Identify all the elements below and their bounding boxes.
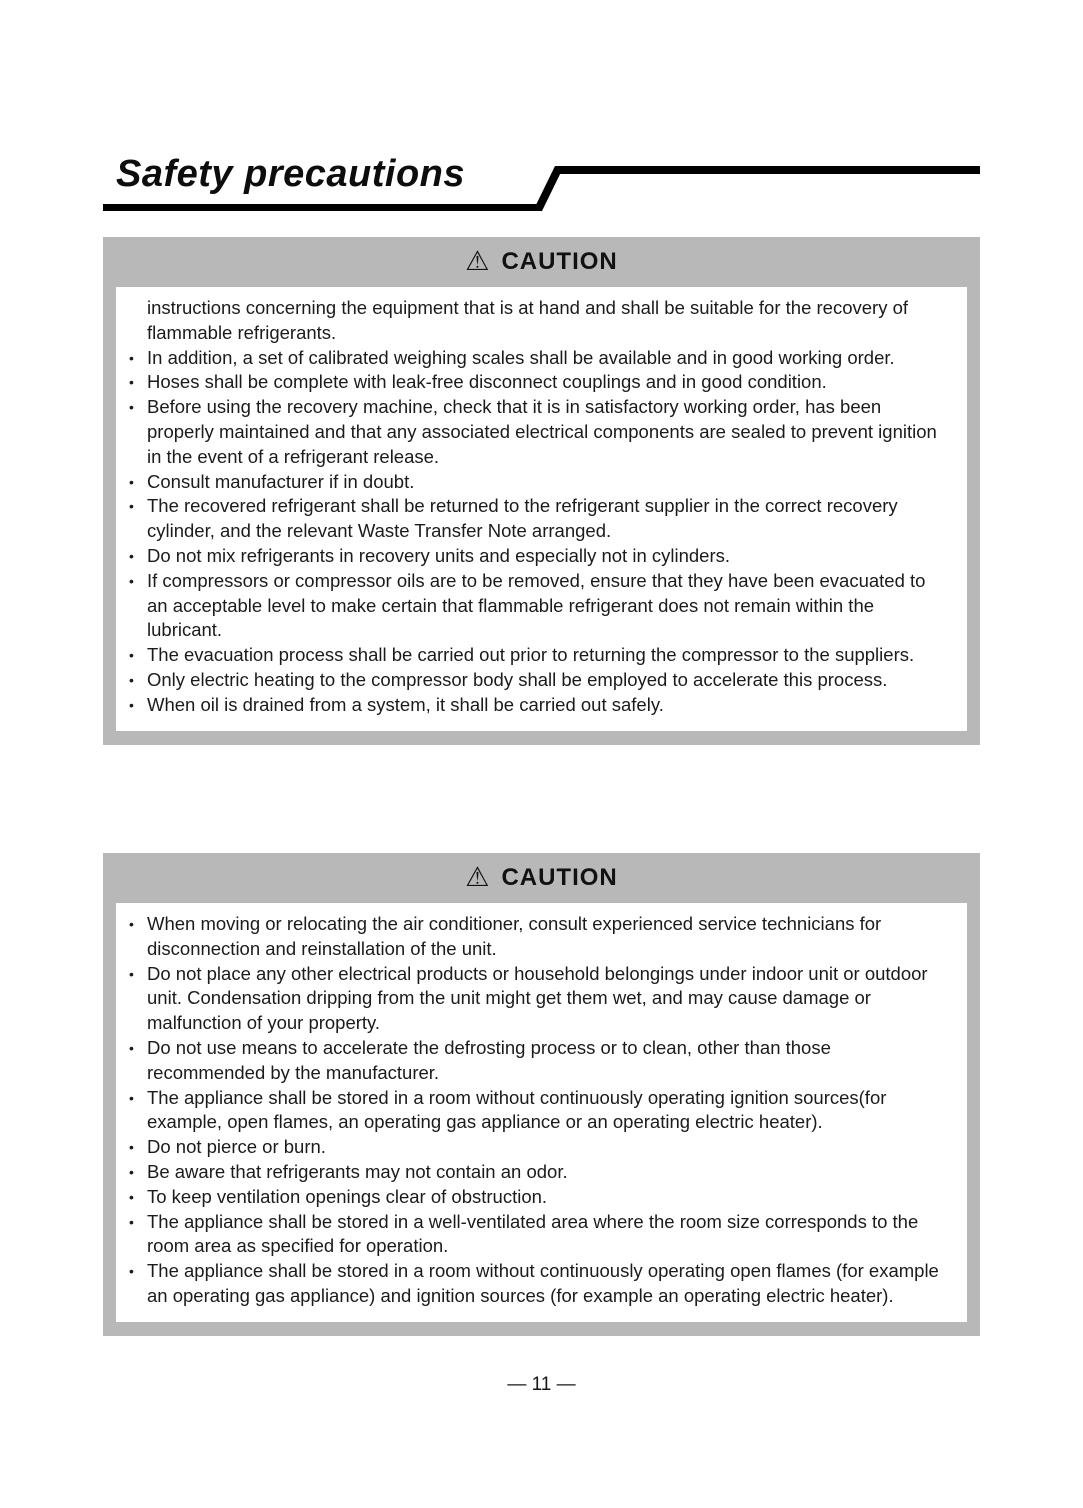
list-item — [126, 962, 951, 1036]
caution-body — [116, 903, 967, 1322]
list-item — [126, 668, 951, 693]
item-text: When moving or relocating the air conditioner, consult experienced service technicians for disconnection and reinstallation of the unit. — [147, 913, 882, 959]
list-item — [126, 1135, 951, 1160]
bullet-dot: • — [129, 349, 134, 366]
item-text: Before using the recovery machine, check that it is in satisfactory working order, has been properly maintained and that any associated electrical components are sealed to prevent ignition in the event of a refrigerant release. — [147, 396, 937, 467]
bullet-dot: • — [129, 647, 134, 664]
item-text: Be aware that refrigerants may not contain an odor. — [147, 1160, 568, 1182]
list-item — [126, 494, 951, 544]
bullet-dot: • — [129, 547, 134, 564]
page-title: Safety precautions — [116, 153, 465, 195]
item-text: To keep ventilation openings clear of obstruction. — [147, 1185, 548, 1207]
caution-header — [103, 237, 980, 287]
bullet-dot: • — [129, 1263, 134, 1280]
item-text: Hoses shall be complete with leak-free disconnect couplings and in good condition. — [147, 371, 827, 393]
item-text: Do not place any other electrical products or household belongings under indoor unit or outdoor unit. Condensation dripping from the unit might get them wet, and may cause damage or malfunction of your property. — [147, 962, 928, 1034]
list-item — [126, 370, 951, 395]
list-item — [126, 346, 951, 371]
title-underline-flourish — [103, 158, 980, 216]
bullet-dot: • — [129, 1039, 134, 1056]
bullet-dot: • — [129, 1089, 134, 1106]
list-item — [126, 470, 951, 495]
bullet-dot: • — [129, 965, 134, 982]
item-list — [126, 296, 951, 718]
caution-body — [116, 287, 967, 731]
item-text: If compressors or compressor oils are to be removed, ensure that they have been evacuated to an acceptable level to make certain that flammable refrigerant does not remain within the lubricant. — [147, 569, 926, 641]
warning-triangle-icon: ⚠ — [465, 245, 490, 276]
item-text: The recovered refrigerant shall be returned to the refrigerant supplier in the correct recovery cylinder, and the relevant Waste Transfer Note arranged. — [147, 495, 898, 542]
list-item — [126, 693, 951, 718]
item-text: The appliance shall be stored in a room without continuously operating open flames (for example an operating gas appliance) and ignition sources (for example an operating electric heater). — [147, 1260, 939, 1306]
bullet-dot: • — [129, 399, 134, 416]
item-text: When oil is drained from a system, it shall be carried out safely. — [147, 693, 664, 715]
bullet-dot: • — [129, 1188, 134, 1205]
bullet-dot: • — [129, 498, 134, 515]
bullet-dot: • — [129, 696, 134, 713]
item-text: Consult manufacturer if in doubt. — [147, 470, 415, 492]
list-item — [126, 1160, 951, 1185]
caution-header — [103, 853, 980, 903]
list-item — [126, 569, 951, 643]
bullet-dot: • — [129, 916, 134, 932]
item-text: The appliance shall be stored in a room without continuously operating ignition sources(for example, open flames, an operating gas appliance or an operating electric heater). — [147, 1086, 887, 1133]
item-text: The evacuation process shall be carried out prior to returning the compressor to the suppliers. — [147, 644, 915, 666]
item-text: Do not use means to accelerate the defrosting process or to clean, other than those recommended by the manufacturer. — [147, 1036, 831, 1083]
list-item — [126, 296, 951, 346]
item-text: Only electric heating to the compressor body shall be employed to accelerate this process. — [147, 668, 888, 690]
bullet-dot: • — [129, 1213, 134, 1230]
page-number: — 11 — — [507, 1374, 576, 1395]
item-text: Do not mix refrigerants in recovery units and especially not in cylinders. — [147, 544, 731, 566]
item-text: The appliance shall be stored in a well-ventilated area where the room size corresponds to the room area as specified for operation. — [147, 1210, 919, 1257]
bullet-dot: • — [129, 671, 134, 688]
list-item — [126, 643, 951, 668]
list-item — [126, 1259, 951, 1309]
list-item — [126, 1210, 951, 1260]
list-item — [126, 912, 951, 962]
bullet-dot: • — [129, 473, 134, 490]
warning-triangle-icon: ⚠ — [465, 861, 490, 892]
bullet-dot: • — [129, 1163, 134, 1180]
caution-box-2 — [103, 853, 980, 1336]
bullet-dot: • — [129, 572, 134, 589]
caution-box-1 — [103, 237, 980, 745]
list-item — [126, 1086, 951, 1136]
bullet-dot: • — [129, 1139, 134, 1156]
list-item — [126, 1036, 951, 1086]
caution-title: CAUTION — [501, 248, 618, 275]
item-text: In addition, a set of calibrated weighing scales shall be available and in good working order. — [147, 346, 895, 368]
bullet-dot: • — [129, 374, 134, 391]
list-item — [126, 544, 951, 569]
list-item — [126, 395, 951, 469]
caution-title: CAUTION — [501, 864, 618, 891]
item-text: instructions concerning the equipment that is at hand and shall be suitable for the recovery of flammable refrigerants. — [147, 297, 909, 343]
list-item — [126, 1185, 951, 1210]
item-list — [126, 912, 951, 1309]
item-text: Do not pierce or burn. — [147, 1136, 326, 1158]
